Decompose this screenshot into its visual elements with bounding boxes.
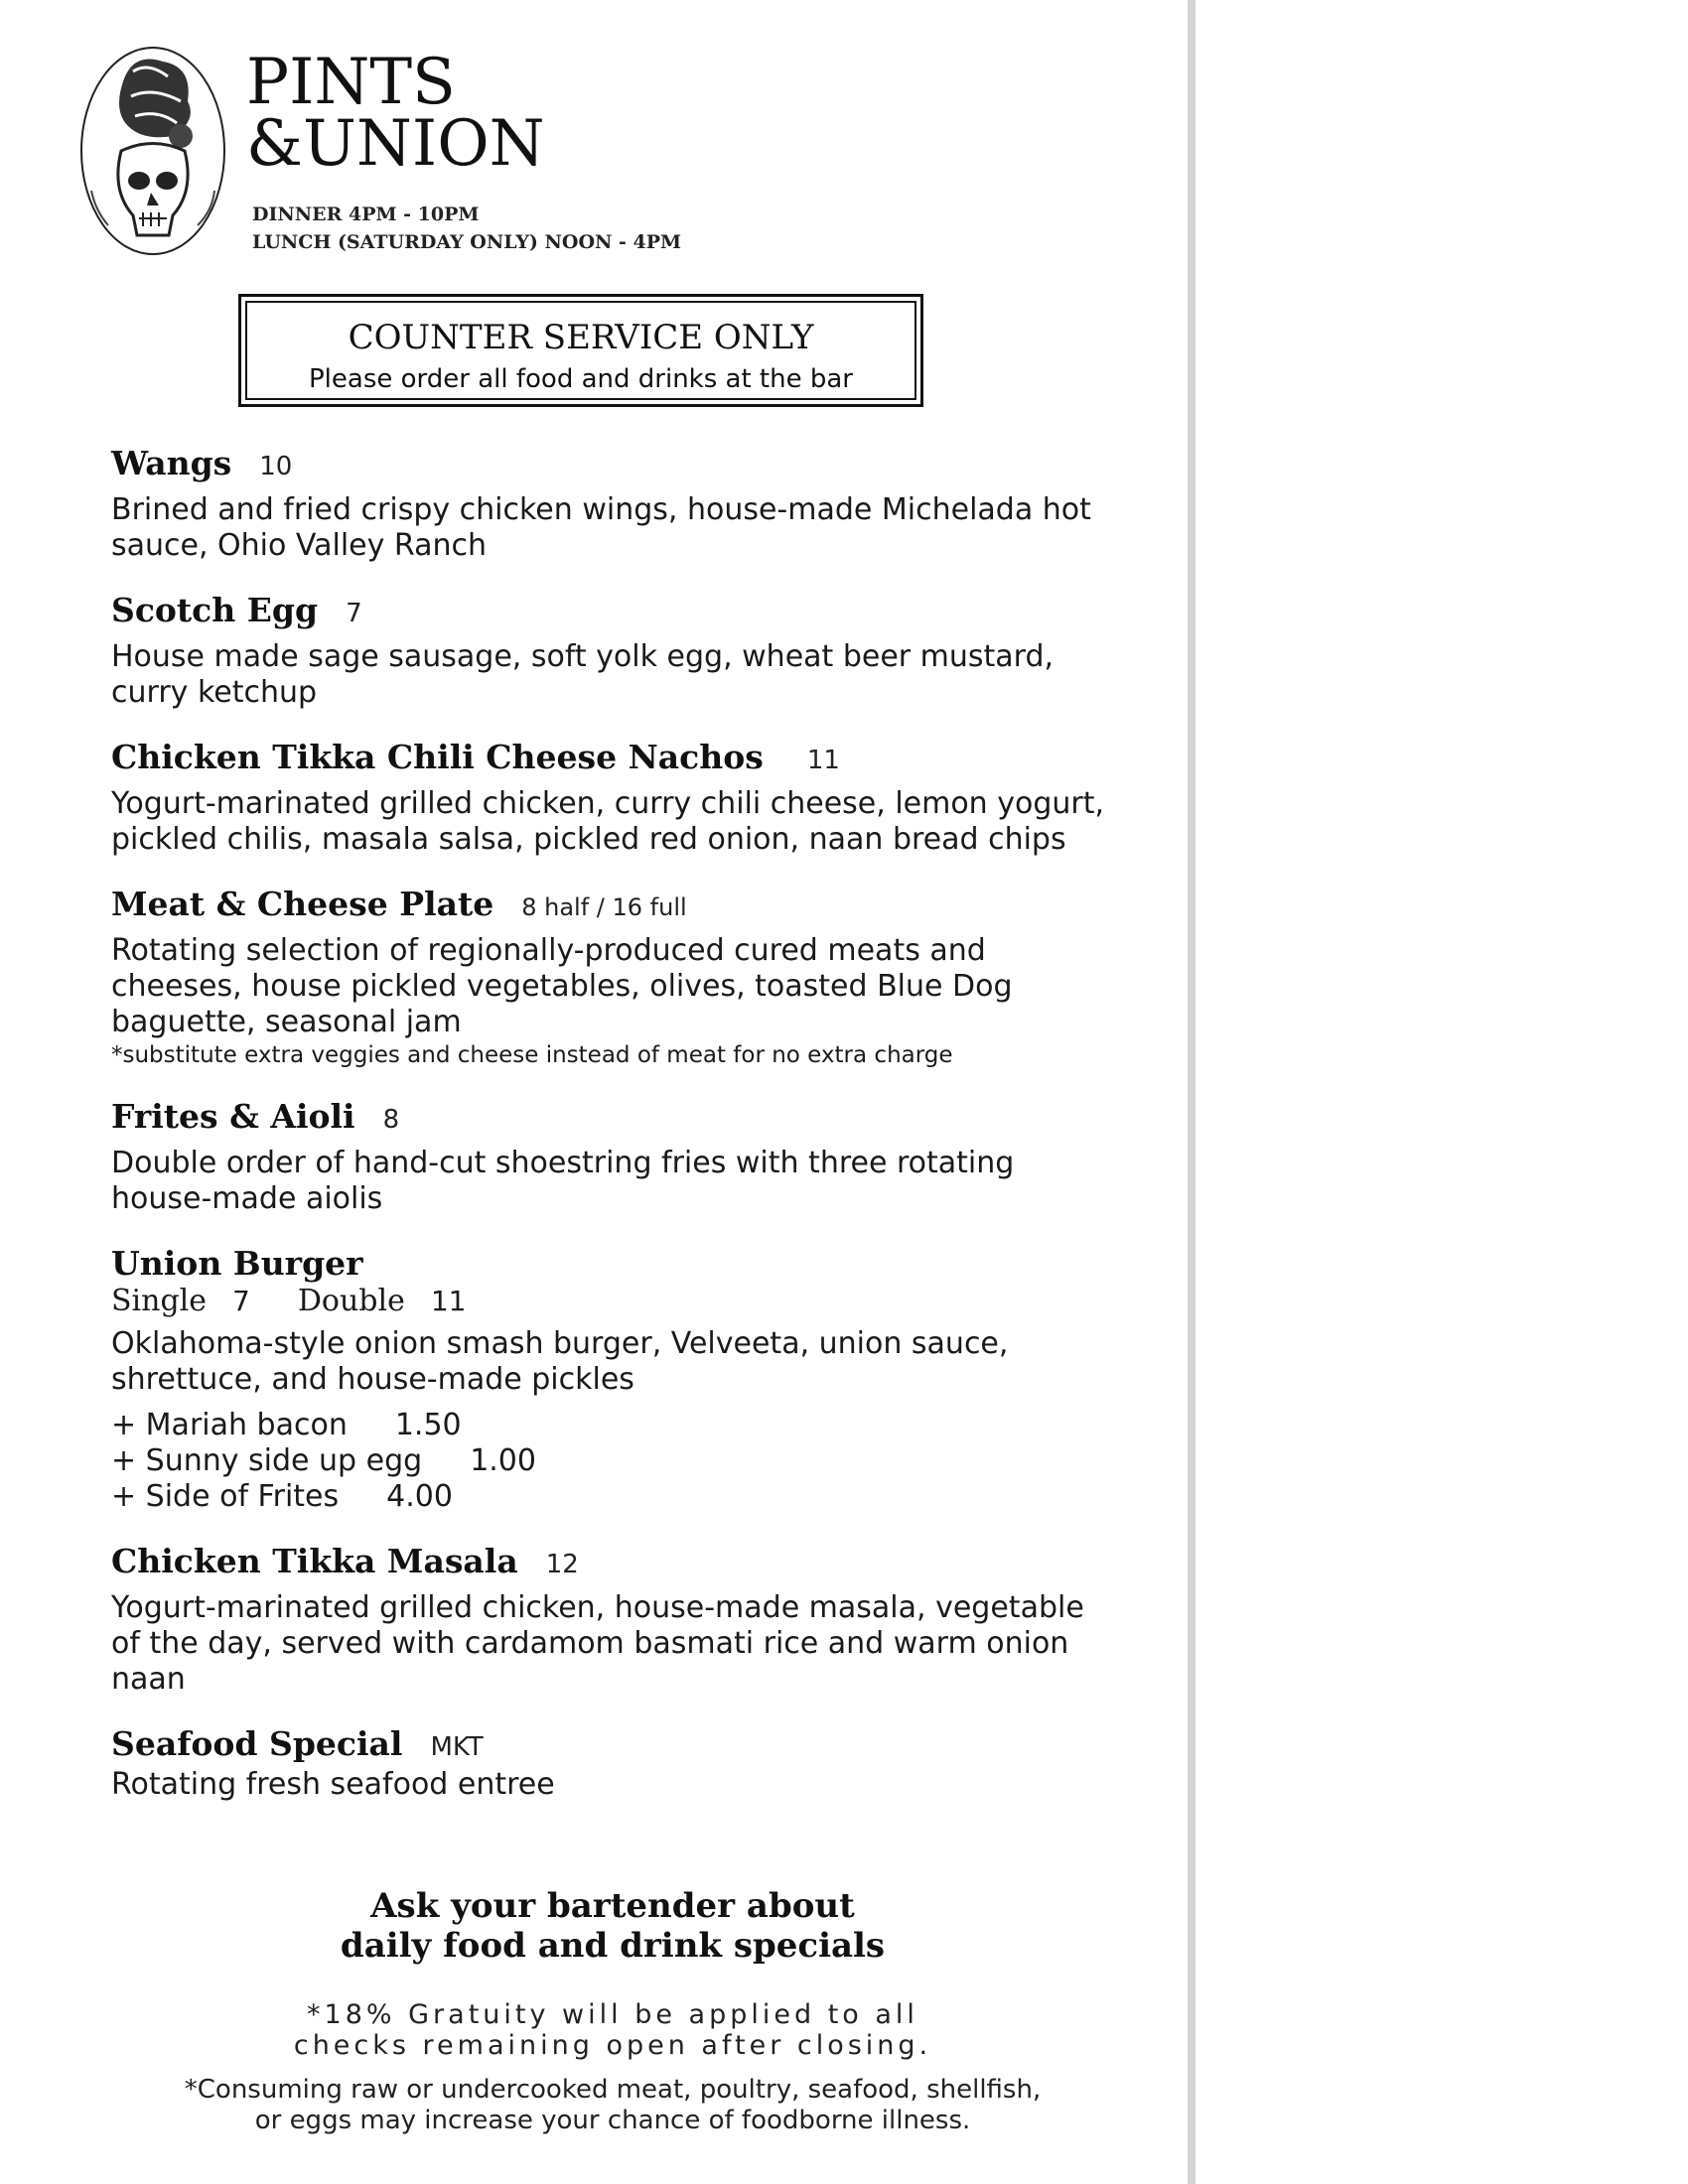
size-double-price: 11: [430, 1285, 467, 1317]
menu-item: [111, 1243, 1114, 1515]
menu-item: [111, 1096, 1114, 1217]
warning-line2: or eggs may increase your chance of foodborne illness.: [254, 2106, 971, 2135]
brand-line2: &UNION: [246, 107, 545, 181]
item-price: 10: [259, 452, 293, 481]
item-description: Brined and fried crispy chicken wings, house-made Michelada hot sauce, Ohio Valley Ranch: [111, 492, 1091, 563]
item-name: Union Burger: [111, 1244, 363, 1283]
item-name: Chicken Tikka Chili Cheese Nachos: [111, 738, 764, 776]
item-name: Chicken Tikka Masala: [111, 1542, 518, 1580]
menu-list: [111, 443, 1114, 1829]
addon-item: [111, 1408, 1114, 1443]
notice-title: COUNTER SERVICE ONLY: [348, 318, 814, 357]
food-safety-warning: [99, 2075, 1126, 2136]
item-name: Scotch Egg: [111, 591, 319, 629]
item-description: Double order of hand-cut shoestring fries with three rotating house-made aiolis: [111, 1146, 1015, 1216]
item-name: Frites & Aioli: [111, 1097, 355, 1136]
item-description: Rotating fresh seafood entree: [111, 1767, 555, 1802]
addon-label: + Sunny side up egg: [111, 1443, 423, 1478]
gratuity-notice: [111, 1999, 1114, 2061]
item-price: 12: [545, 1550, 579, 1579]
item-description: Oklahoma-style onion smash burger, Velveeta, union sauce, shrettuce, and house-made pickles: [111, 1326, 1009, 1397]
item-price: 7: [346, 599, 362, 628]
brand-line1: PINTS: [246, 46, 456, 119]
menu-item: [111, 1723, 1114, 1803]
hours: [252, 201, 681, 256]
notice-subtitle: Please order all food and drinks at the bar: [308, 364, 853, 394]
size-single-price: 7: [232, 1285, 250, 1317]
item-description: House made sage sausage, soft yolk egg, wheat beer mustard, curry ketchup: [111, 639, 1055, 710]
menu-item: [111, 737, 1114, 858]
specials-callout: [111, 1886, 1114, 1966]
burger-sizes: [111, 1285, 1114, 1318]
menu-item: [111, 884, 1114, 1070]
menu-item: [111, 1541, 1114, 1698]
gratuity-line2: checks remaining open after closing.: [293, 2030, 932, 2061]
addon-item: [111, 1443, 1114, 1479]
item-price: MKT: [430, 1732, 484, 1762]
item-description: Yogurt-marinated grilled chicken, curry chili cheese, lemon yogurt, pickled chilis, masala salsa, pickled red onion, naan bread chips: [111, 786, 1105, 857]
item-price: 11: [806, 746, 840, 775]
addon-list: [111, 1408, 1114, 1515]
specials-line2: daily food and drink specials: [340, 1926, 886, 1966]
menu-item: [111, 443, 1114, 564]
item-price: 8: [382, 1105, 400, 1135]
item-name: Wangs: [111, 444, 232, 482]
brand-title: [246, 46, 545, 181]
addon-label: + Side of Frites: [111, 1479, 340, 1514]
addon-price: 1.00: [470, 1443, 536, 1478]
specials-line1: Ask your bartender about: [370, 1886, 855, 1926]
hours-lunch: LUNCH (SATURDAY ONLY) NOON - 4PM: [252, 231, 682, 253]
gratuity-line1: *18% Gratuity will be applied to all: [307, 1999, 918, 2030]
skull-cameo-icon: [73, 42, 232, 260]
item-name: Seafood Special: [111, 1724, 403, 1763]
size-double-label: Double: [297, 1284, 405, 1318]
addon-label: + Mariah bacon: [111, 1408, 348, 1442]
addon-price: 4.00: [386, 1479, 453, 1514]
item-name: Meat & Cheese Plate: [111, 885, 494, 923]
addon-item: [111, 1479, 1114, 1515]
menu-item: [111, 590, 1114, 711]
item-description: Rotating selection of regionally-produced cured meats and cheeses, house pickled vegetables, olives, toasted Blue Dog baguette, seasonal jam: [111, 933, 1013, 1039]
item-description: Yogurt-marinated grilled chicken, house-made masala, vegetable of the day, served with cardamom basmati rice and warm onion naan: [111, 1590, 1084, 1697]
hours-dinner: DINNER 4PM - 10PM: [252, 204, 480, 225]
item-price: 8 half / 16 full: [521, 893, 687, 921]
addon-price: 1.50: [394, 1408, 462, 1442]
warning-line1: *Consuming raw or undercooked meat, poultry, seafood, shellfish,: [184, 2075, 1042, 2105]
counter-service-notice: [238, 294, 923, 407]
item-note: *substitute extra veggies and cheese instead of meat for no extra charge: [111, 1042, 953, 1068]
size-single-label: Single: [111, 1284, 208, 1318]
page-divider: [1188, 0, 1196, 2184]
